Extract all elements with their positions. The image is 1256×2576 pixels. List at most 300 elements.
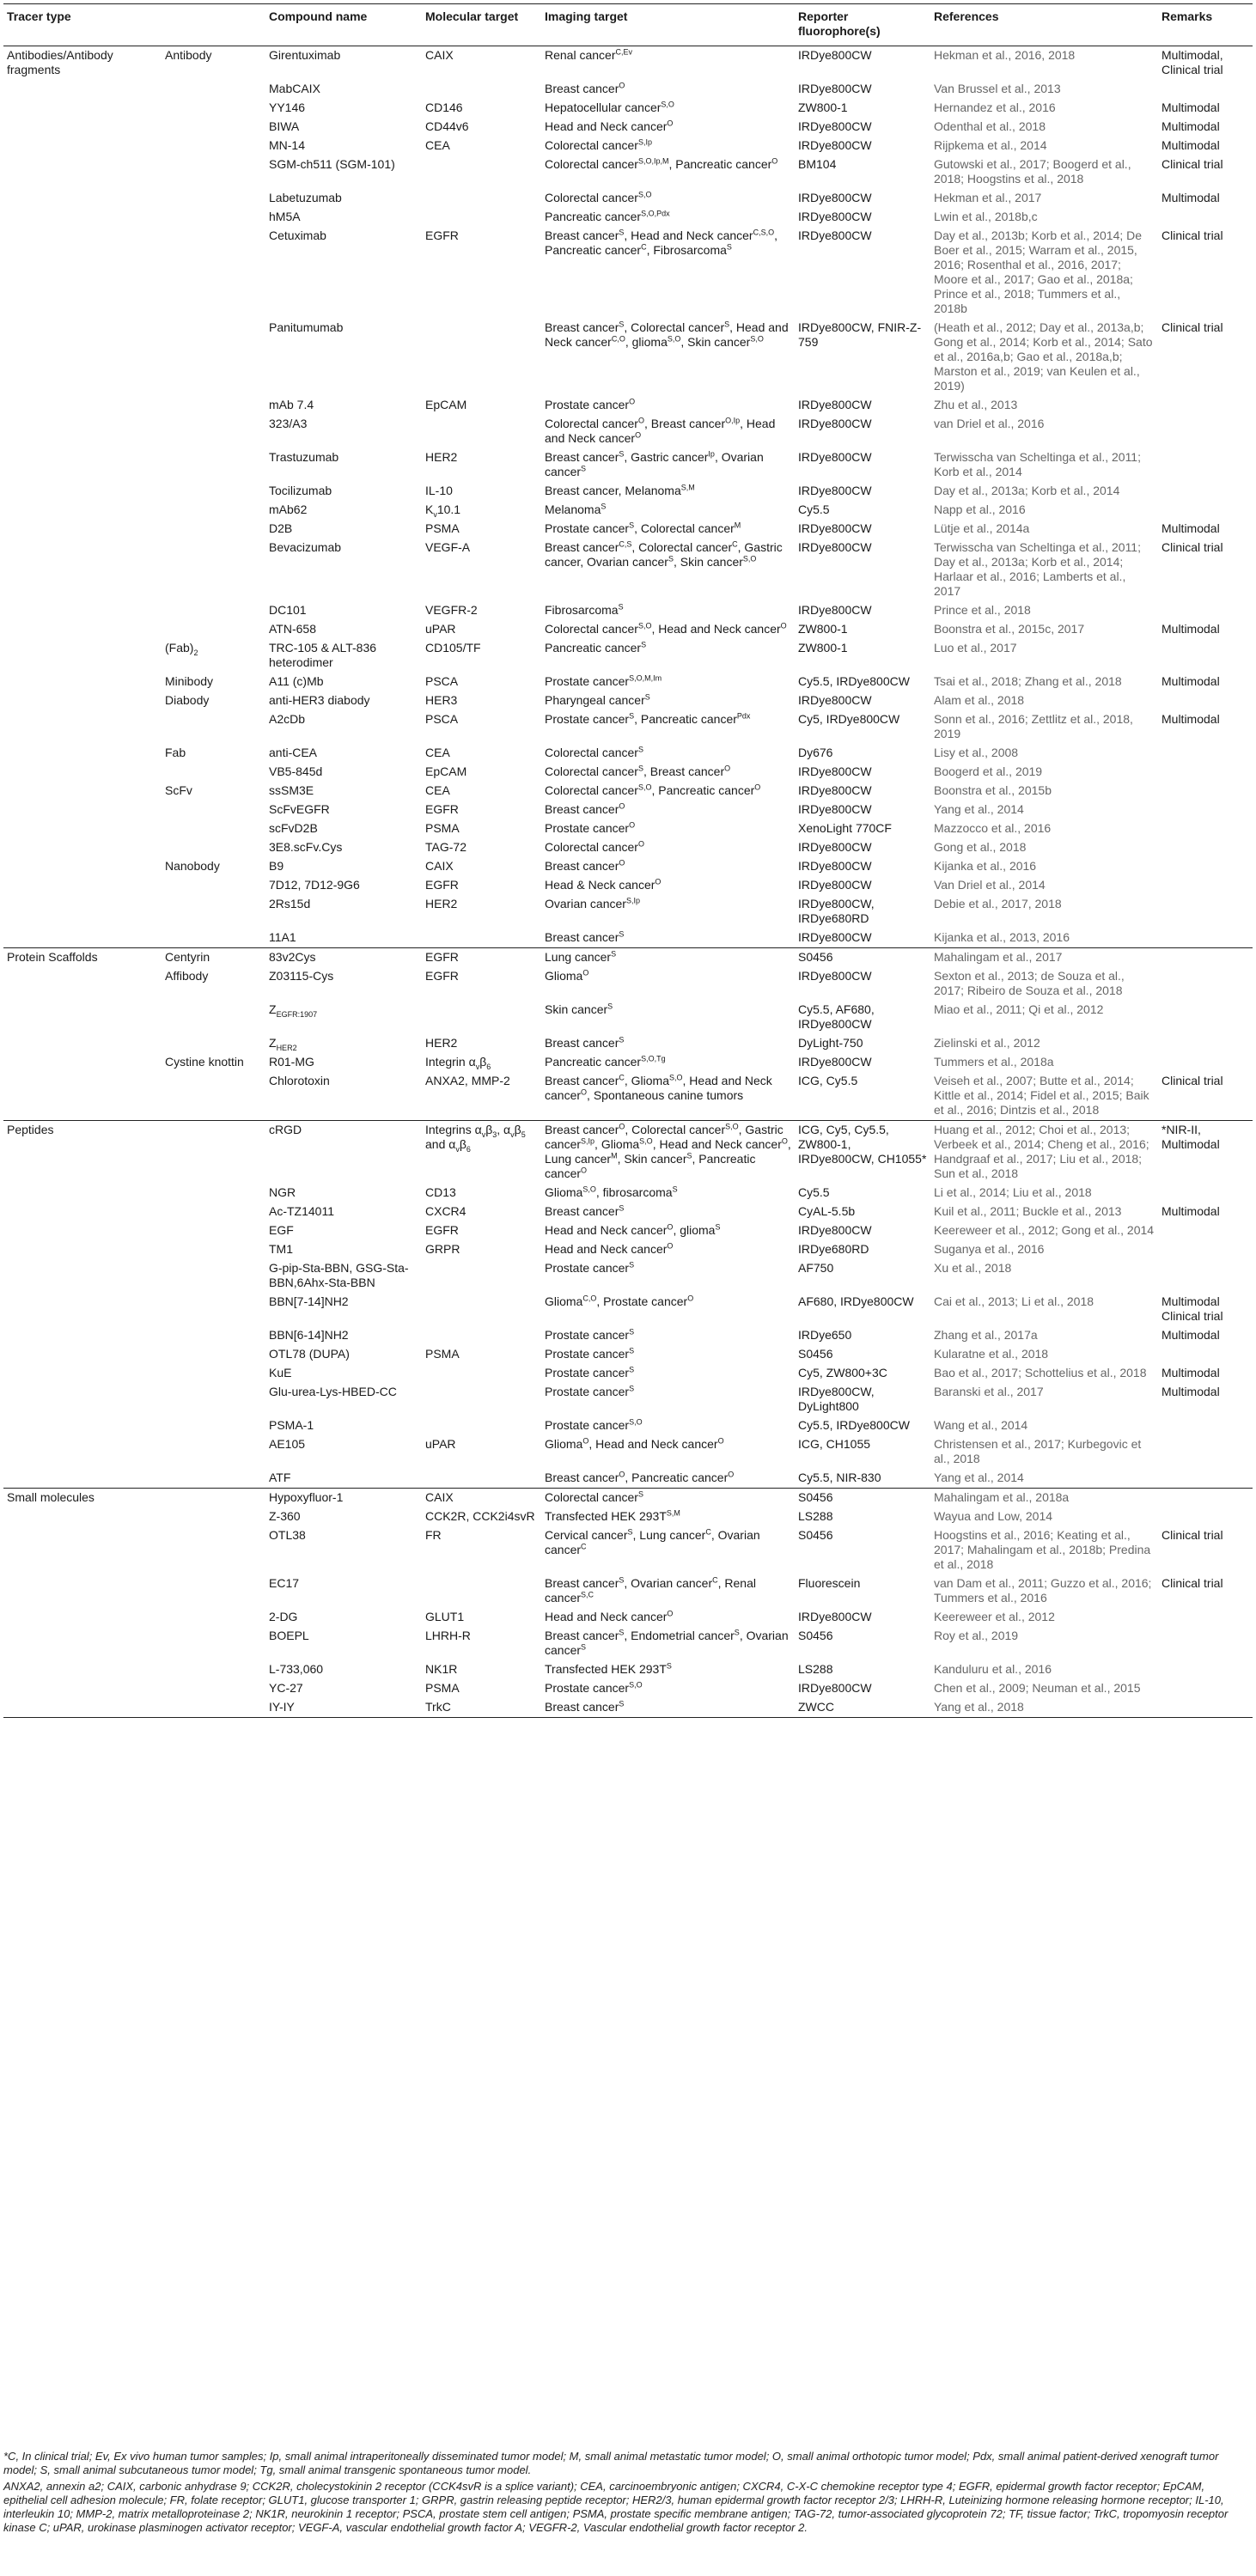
- cell-remarks: [1158, 501, 1253, 520]
- header-imaging-target: Imaging target: [541, 4, 795, 46]
- cell-references: Napp et al., 2016: [934, 502, 1026, 516]
- cell-subtype: [162, 601, 265, 620]
- cell-references: Boonstra et al., 2015b: [934, 783, 1052, 797]
- cell-tracer-type: [3, 1627, 162, 1660]
- cell-compound-name: 2-DG: [269, 1610, 298, 1623]
- cell-imaging-target: Breast cancer$^C$, Glioma$^{S,O}$, Head and Neck cancer$^O$, Spontaneous canine tumors: [545, 1073, 772, 1102]
- cell-reporter-fluorophore: IRDye800CW: [798, 1223, 872, 1237]
- cell-reporter-fluorophore: IRDye800CW: [798, 484, 872, 497]
- cell-reporter-fluorophore: Cy5.5, IRDye800CW: [798, 674, 910, 688]
- cell-imaging-target: Breast cancer$^S$, Colorectal cancer$^S$, Head and Neck cancer$^{C,O}$, glioma$^{S,O}$, Skin cancer$^{S,O}$: [545, 320, 789, 349]
- cell-imaging-target: Pharyngeal cancer$^S$: [545, 692, 650, 707]
- cell-compound-name: scFvD2B: [269, 821, 318, 835]
- cell-tracer-type: [3, 501, 162, 520]
- cell-imaging-target: Prostate cancer$^S$: [545, 1365, 635, 1379]
- cell-compound-name: L-733,060: [269, 1662, 324, 1676]
- cell-reporter-fluorophore: IRDye800CW, DyLight800: [798, 1385, 875, 1413]
- cell-references: Day et al., 2013b; Korb et al., 2014; De Boer et al., 2015; Warram et al., 2015, 2016; Rosenthal et al., 2016, 2017; Moore et al., 2017; Gao et al., 2018a; Prince et al., 2018; Tummers et al., 2018b: [934, 228, 1143, 315]
- cell-tracer-type: [3, 691, 162, 710]
- cell-imaging-target: Colorectal cancer$^S$: [545, 745, 643, 759]
- cell-molecular-target: CEA: [425, 783, 450, 797]
- cell-molecular-target: PSMA: [425, 821, 460, 835]
- cell-remarks: Multimodal: [1161, 712, 1220, 726]
- cell-references: Keereweer et al., 2012: [934, 1610, 1055, 1623]
- cell-molecular-target: FR: [425, 1528, 442, 1542]
- cell-molecular-target: CEA: [425, 746, 450, 759]
- cell-references: Tummers et al., 2018a: [934, 1055, 1054, 1069]
- cell-molecular-target: [422, 1001, 541, 1034]
- cell-references: Boogerd et al., 2019: [934, 764, 1043, 778]
- cell-molecular-target: EGFR: [425, 969, 459, 983]
- cell-molecular-target: EGFR: [425, 1223, 459, 1237]
- cell-tracer-type: Small molecules: [3, 1489, 162, 1508]
- cell-subtype: [162, 1698, 265, 1718]
- cell-remarks: [1158, 967, 1253, 1001]
- cell-imaging-target: Prostate cancer$^S$: [545, 1346, 635, 1361]
- cell-remarks: Multimodal: [1161, 1385, 1220, 1398]
- cell-subtype: [162, 1507, 265, 1526]
- header-references: References: [930, 4, 1158, 46]
- cell-tracer-type: [3, 319, 162, 396]
- cell-imaging-target: Prostate cancer$^S$: [545, 1327, 635, 1342]
- cell-molecular-target: EGFR: [425, 228, 459, 242]
- cell-subtype: [162, 801, 265, 819]
- cell-remarks: Clinical trial: [1161, 1528, 1223, 1542]
- table-body: [3, 46, 1253, 1718]
- cell-reporter-fluorophore: DyLight-750: [798, 1036, 863, 1050]
- cell-reporter-fluorophore: ICG, Cy5, Cy5.5, ZW800-1, IRDye800CW, CH1055*: [795, 1121, 930, 1184]
- cell-imaging-target: Transfected HEK $293T^{S,M}$: [545, 1508, 680, 1523]
- table-footnotes: [3, 2450, 1251, 2537]
- cell-remarks: *NIR-II, Multimodal: [1158, 1121, 1253, 1184]
- cell-references: Gong et al., 2018: [934, 840, 1027, 854]
- table-row: [3, 1526, 1253, 1574]
- cell-remarks: [1158, 744, 1253, 763]
- cell-imaging-target: Prostate cancer$^S$: [545, 1260, 635, 1275]
- cell-imaging-target: Prostate cancer$^O$: [545, 820, 636, 835]
- cell-references: Gutowski et al., 2017; Boogerd et al., 2018; Hoogstins et al., 2018: [934, 157, 1131, 186]
- cell-molecular-target: CXCR4: [425, 1204, 466, 1218]
- cell-references: Mahalingam et al., 2017: [930, 948, 1158, 968]
- table-row: [3, 155, 1253, 189]
- cell-compound-name: SGM-ch511 (SGM-101): [269, 157, 395, 171]
- cell-subtype: [162, 80, 265, 99]
- cell-tracer-type: [3, 1326, 162, 1345]
- cell-compound-name: 7D12, 7D12-9G6: [269, 878, 360, 892]
- cell-molecular-target: [422, 1574, 541, 1608]
- cell-imaging-target: Glioma$^O$, Head and Neck cancer$^O$: [545, 1436, 724, 1451]
- cell-references: Veiseh et al., 2007; Butte et al., 2014; Kittle et al., 2014; Fidel et al., 2015; Baik et al., 2016; Dintzis et al., 2018: [934, 1074, 1149, 1117]
- cell-compound-name: hM5A: [269, 210, 301, 223]
- cell-reporter-fluorophore: IRDye800CW: [798, 802, 872, 816]
- cell-remarks: Multimodal: [1161, 100, 1220, 114]
- table-row: [3, 838, 1253, 857]
- cell-references: Xu et al., 2018: [934, 1261, 1012, 1275]
- cell-molecular-target: TrkC: [422, 1698, 541, 1718]
- table-row: [3, 876, 1253, 895]
- cell-reporter-fluorophore: Cy5.5: [798, 502, 830, 516]
- table-row: [3, 1698, 1253, 1718]
- cell-reporter-fluorophore: IRDye800CW: [798, 859, 872, 873]
- header-molecular-target: Molecular target: [422, 4, 541, 46]
- cell-tracer-type: [3, 1053, 162, 1072]
- cell-remarks: [1158, 639, 1253, 673]
- cell-molecular-target: [422, 189, 541, 208]
- cell-subtype: [162, 1326, 265, 1345]
- cell-remarks: Multimodal: [1161, 119, 1220, 133]
- cell-subtype: [162, 1383, 265, 1416]
- table-row: [3, 1121, 1253, 1184]
- cell-references: van Driel et al., 2016: [934, 417, 1045, 430]
- cell-subtype: [162, 1203, 265, 1221]
- cell-imaging-target: Colorectal cancer$^S$, Breast cancer$^O$: [545, 764, 731, 778]
- cell-remarks: [1158, 1259, 1253, 1293]
- cell-compound-name: DC101: [269, 603, 307, 617]
- cell-compound-name: 11A1: [269, 930, 296, 944]
- cell-molecular-target: [422, 319, 541, 396]
- cell-imaging-target: Prostate cancer$^S$, Colorectal cancer$^M$: [545, 521, 741, 535]
- cell-tracer-type: [3, 227, 162, 319]
- cell-reporter-fluorophore: IRDye800CW: [798, 783, 872, 797]
- cell-remarks: [1158, 929, 1253, 948]
- table-row: [3, 967, 1253, 1001]
- cell-tracer-type: [3, 620, 162, 639]
- cell-subtype: [162, 1435, 265, 1469]
- cell-references: Baranski et al., 2017: [934, 1385, 1044, 1398]
- cell-tracer-type: [3, 396, 162, 415]
- cell-subtype: [162, 319, 265, 396]
- cell-compound-name: ATN-658: [269, 622, 316, 636]
- cell-remarks: Multimodal: [1161, 191, 1220, 204]
- cell-reporter-fluorophore: S0456: [798, 1629, 833, 1642]
- cell-remarks: Multimodal: [1161, 1328, 1220, 1342]
- cell-remarks: [1158, 601, 1253, 620]
- cell-tracer-type: [3, 118, 162, 137]
- cell-references: Zhu et al., 2013: [934, 398, 1018, 411]
- cell-imaging-target: Fibrosarcoma$^S$: [545, 602, 624, 617]
- cell-subtype: [162, 1072, 265, 1121]
- cell-reporter-fluorophore: XenoLight 770CF: [798, 821, 892, 835]
- cell-remarks: [1158, 1679, 1253, 1698]
- cell-remarks: [1158, 1001, 1253, 1034]
- cell-references: Zielinski et al., 2012: [934, 1036, 1040, 1050]
- cell-reporter-fluorophore: ICG, Cy5.5: [798, 1074, 858, 1087]
- cell-references: Chen et al., 2009; Neuman et al., 2015: [934, 1681, 1141, 1695]
- cell-subtype: [162, 520, 265, 539]
- cell-reporter-fluorophore: BM104: [798, 157, 837, 171]
- cell-references: Tsai et al., 2018; Zhang et al., 2018: [934, 674, 1122, 688]
- cell-compound-name: A2cDb: [269, 712, 306, 726]
- cell-remarks: [1158, 763, 1253, 782]
- cell-reporter-fluorophore: IRDye800CW, IRDye680RD: [798, 897, 875, 925]
- cell-molecular-target: [422, 415, 541, 448]
- cell-references: Odenthal et al., 2018: [934, 119, 1046, 133]
- cell-tracer-type: Peptides: [3, 1121, 162, 1184]
- cell-remarks: [1158, 1416, 1253, 1435]
- cell-reporter-fluorophore: IRDye800CW: [798, 417, 872, 430]
- cell-tracer-type: [3, 1416, 162, 1435]
- cell-molecular-target: uPAR: [425, 622, 456, 636]
- table-row: [3, 46, 1253, 81]
- tracer-table: [3, 3, 1253, 1718]
- cell-molecular-target: CD105/TF: [425, 641, 481, 655]
- cell-molecular-target: [422, 155, 541, 189]
- cell-remarks: [1158, 948, 1253, 968]
- table-row: [3, 1001, 1253, 1034]
- cell-reporter-fluorophore: LS288: [798, 1662, 833, 1676]
- cell-reporter-fluorophore: IRDye800CW: [798, 398, 872, 411]
- cell-compound-name: VB5-845d: [269, 764, 323, 778]
- cell-molecular-target: PSCA: [425, 712, 459, 726]
- cell-molecular-target: PSMA: [425, 521, 460, 535]
- cell-tracer-type: [3, 99, 162, 118]
- cell-imaging-target: Head and Neck cancer$^O$: [545, 119, 674, 133]
- table-row: [3, 782, 1253, 801]
- cell-imaging-target: Glioma$^{S,O}$, fibrosarcoma$^S$: [545, 1184, 678, 1199]
- cell-references: Christensen et al., 2017; Kurbegovic et al., 2018: [934, 1437, 1142, 1465]
- cell-subtype: [162, 539, 265, 601]
- cell-remarks: [1158, 1698, 1253, 1718]
- cell-molecular-target: [422, 1364, 541, 1383]
- cell-subtype: [162, 99, 265, 118]
- cell-imaging-target: Melanoma$^S$: [545, 502, 607, 516]
- cell-molecular-target: $K_v10.1$: [425, 502, 461, 519]
- cell-compound-name: G-pip-Sta-BBN, GSG-Sta-BBN,6Ahx-Sta-BBN: [269, 1261, 409, 1289]
- cell-remarks: [1158, 819, 1253, 838]
- cell-subtype: [162, 1001, 265, 1034]
- cell-imaging-target: Breast cancer$^S$, Ovarian cancer$^C$, Renal cancer$^{S,C}$: [545, 1575, 756, 1605]
- cell-reporter-fluorophore: ZWCC: [795, 1698, 930, 1718]
- cell-imaging-target: Cervical cancer$^S$, Lung cancer$^C$, Ovarian cancer$^C$: [545, 1527, 760, 1556]
- cell-references: Sexton et al., 2013; de Souza et al., 2017; Ribeiro de Souza et al., 2018: [934, 969, 1125, 997]
- cell-tracer-type: [3, 1660, 162, 1679]
- cell-imaging-target: Breast cancer$^O$, Pancreatic cancer$^O$: [545, 1470, 735, 1484]
- cell-tracer-type: [3, 744, 162, 763]
- cell-remarks: [1158, 1660, 1253, 1679]
- cell-subtype: [162, 189, 265, 208]
- cell-subtype: [162, 1679, 265, 1698]
- cell-compound-name: BOEPL: [269, 1629, 309, 1642]
- cell-references: Hernandez et al., 2016: [934, 100, 1056, 114]
- table-row: [3, 208, 1253, 227]
- table-row: [3, 639, 1253, 673]
- cell-compound-name: TRC-105 & ALT-836 heterodimer: [269, 641, 377, 669]
- cell-compound-name: mAb62: [269, 502, 308, 516]
- cell-subtype: [162, 1364, 265, 1383]
- cell-compound-name: Glu-urea-Lys-HBED-CC: [269, 1385, 397, 1398]
- table-row: [3, 1259, 1253, 1293]
- cell-reporter-fluorophore: IRDye800CW: [798, 119, 872, 133]
- cell-compound-name: EC17: [269, 1576, 300, 1590]
- cell-compound-name: B9: [269, 859, 284, 873]
- cell-subtype: [162, 1469, 265, 1489]
- cell-imaging-target: Pancreatic cancer$^{S,O,Tg}$: [545, 1054, 666, 1069]
- cell-molecular-target: HER2: [425, 450, 458, 464]
- cell-reporter-fluorophore: IRDye800CW, FNIR-Z-759: [798, 320, 922, 349]
- cell-tracer-type: [3, 801, 162, 819]
- cell-remarks: [1158, 1053, 1253, 1072]
- cell-subtype: [162, 1627, 265, 1660]
- cell-references: Mahalingam et al., 2018a: [930, 1489, 1158, 1508]
- cell-remarks: [1158, 1489, 1253, 1508]
- cell-remarks: [1158, 1507, 1253, 1526]
- cell-tracer-type: [3, 857, 162, 876]
- cell-imaging-target: Breast cancer$^S$: [541, 1698, 795, 1718]
- cell-compound-name: KuE: [269, 1366, 292, 1379]
- cell-tracer-type: [3, 1383, 162, 1416]
- cell-molecular-target: EpCAM: [425, 764, 467, 778]
- cell-reporter-fluorophore: Cy5.5: [798, 1185, 830, 1199]
- cell-reporter-fluorophore: IRDye800CW: [798, 210, 872, 223]
- cell-remarks: [1158, 1221, 1253, 1240]
- cell-subtype: [162, 1660, 265, 1679]
- cell-compound-name: Girentuximab: [265, 46, 422, 81]
- cell-reporter-fluorophore: AF750: [798, 1261, 834, 1275]
- cell-compound-name: EGF: [269, 1223, 294, 1237]
- table-row: [3, 1053, 1253, 1072]
- cell-subtype: [162, 1526, 265, 1574]
- cell-compound-name: Z03115-Cys: [269, 969, 334, 983]
- cell-imaging-target: Prostate cancer$^S$: [545, 1384, 635, 1398]
- cell-molecular-target: PSMA: [425, 1347, 460, 1361]
- cell-molecular-target: [422, 1259, 541, 1293]
- cell-remarks: [1158, 857, 1253, 876]
- cell-reporter-fluorophore: S0456: [795, 948, 930, 968]
- table-row: [3, 99, 1253, 118]
- cell-compound-name: $Z_{HER2}$: [269, 1036, 297, 1052]
- cell-references: Huang et al., 2012; Choi et al., 2013; Verbeek et al., 2014; Cheng et al., 2016; Handgraaf et al., 2017; Liu et al., 2018; Sun et al., 2018: [930, 1121, 1158, 1184]
- cell-tracer-type: [3, 1259, 162, 1293]
- cell-subtype: [162, 1489, 265, 1508]
- cell-molecular-target: [422, 208, 541, 227]
- cell-references: (Heath et al., 2012; Day et al., 2013a,b; Gong et al., 2014; Korb et al., 2014; Sato et al., 2016a,b; Gao et al., 2018a,b; Marston et al., 2019; van Keulen et al., 2019): [934, 320, 1153, 393]
- cell-reporter-fluorophore: IRDye800CW: [798, 450, 872, 464]
- cell-compound-name: cRGD: [265, 1121, 422, 1184]
- table-row: [3, 1364, 1253, 1383]
- cell-remarks: [1158, 1608, 1253, 1627]
- cell-references: Day et al., 2013a; Korb et al., 2014: [934, 484, 1120, 497]
- footnote-abbreviations-targets: ANXA2, annexin a2; CAIX, carbonic anhydrase 9; CCK2R, cholecystokinin 2 receptor (CCK4svR is a splice variant); CEA, carcinoembryonic antigen; CXCR4, C-X-C chemokine receptor type 4; EGFR, epidermal growth factor receptor; EpCAM, epithelial cell adhesion molecule; FR, folate receptor; GLUT1, glucose transporter 1; GRPR, gastrin releasing peptide receptor; HER2/3, human epidermal growth factor receptor 2/3; LHRH-R, Luteinizing hormone releasing hormone receptor; IL-10, interleukin 10; MMP-2, matrix metalloproteinase 2; NK1R, neurokinin 1 receptor; PSCA, prostate stem cell antigen; PSMA, prostate specific membrane antigen; TAG-72, tumor-associated glycoprotein 72; TF, tissue factor; TrkC, tropomyosin receptor kinase C; uPAR, urokinase plasminogen activator receptor; VEGF-A, vascular endothelial growth factor A; VEGFR-2, Vascular endothelial growth factor receptor 2.: [3, 2480, 1229, 2534]
- table-row: [3, 501, 1253, 520]
- cell-imaging-target: Breast cancer, Melanoma$^{S,M}$: [545, 483, 695, 497]
- table-row: [3, 620, 1253, 639]
- cell-subtype: $(Fab)_2$: [165, 641, 198, 657]
- cell-tracer-type: [3, 876, 162, 895]
- footnote-abbreviations-models: *C, In clinical trial; Ev, Ex vivo human tumor samples; Ip, small animal intraperitoneally disseminated tumor model; M, small animal metastatic tumor model; O, small animal orthotopic tumor model; Pdx, small animal patient-derived xenograft tumor model; S, small animal subcutaneous tumor model; Tg, small animal transgenic spontaneous tumor model.: [3, 2450, 1219, 2476]
- table-row: [3, 448, 1253, 482]
- table-row: [3, 819, 1253, 838]
- cell-tracer-type: [3, 782, 162, 801]
- cell-reporter-fluorophore: S0456: [795, 1489, 930, 1508]
- cell-molecular-target: [422, 1326, 541, 1345]
- cell-imaging-target: Breast cancer$^{C,S}$, Colorectal cancer$^C$, Gastric cancer, Ovarian cancer$^S$, Skin cancer$^{S,O}$: [545, 539, 783, 569]
- table-row: [3, 1383, 1253, 1416]
- cell-tracer-type: [3, 967, 162, 1001]
- cell-tracer-type: [3, 895, 162, 929]
- cell-subtype: [162, 137, 265, 155]
- cell-remarks: [1158, 1345, 1253, 1364]
- cell-subtype: [162, 1240, 265, 1259]
- cell-reporter-fluorophore: ZW800-1: [798, 622, 848, 636]
- cell-imaging-target: Prostate cancer$^S$, Pancreatic cancer$^{Pdx}$: [545, 711, 751, 726]
- cell-reporter-fluorophore: IRDye800CW: [798, 191, 872, 204]
- table-row: [3, 857, 1253, 876]
- cell-compound-name: Ac-TZ14011: [269, 1204, 334, 1218]
- cell-reporter-fluorophore: IRDye800CW: [798, 1681, 872, 1695]
- cell-references: Van Brussel et al., 2013: [934, 82, 1061, 95]
- cell-subtype: Minibody: [165, 674, 214, 688]
- cell-compound-name: BBN[7-14]NH2: [269, 1294, 349, 1308]
- cell-remarks: Multimodal: [1161, 1204, 1220, 1218]
- table-row: [3, 801, 1253, 819]
- cell-reporter-fluorophore: IRDye800CW: [798, 930, 872, 944]
- table-row: [3, 520, 1253, 539]
- cell-tracer-type: [3, 1526, 162, 1574]
- cell-references: Wang et al., 2014: [934, 1418, 1028, 1432]
- table-row: [3, 396, 1253, 415]
- cell-references: Hoogstins et al., 2016; Keating et al., 2017; Mahalingam et al., 2018b; Predina et al., 2018: [934, 1528, 1151, 1571]
- cell-molecular-target: TAG-72: [425, 840, 466, 854]
- table-row: [3, 1660, 1253, 1679]
- cell-compound-name: NGR: [269, 1185, 296, 1199]
- cell-imaging-target: Breast cancer$^O$, Colorectal cancer$^{S,O}$, Gastric cancer$^{S,Ip}$, Glioma$^{S,O}$, Head and Neck cancer$^O$, Lung cancer$^M$, Skin cancer$^S$, Pancreatic cancer$^O$: [541, 1121, 795, 1184]
- cell-compound-name: Tocilizumab: [269, 484, 332, 497]
- cell-tracer-type: [3, 1364, 162, 1383]
- cell-references: Wayua and Low, 2014: [934, 1509, 1053, 1523]
- cell-remarks: [1158, 1240, 1253, 1259]
- cell-imaging-target: Colorectal cancer$^{S,O}$, Head and Neck cancer$^O$: [545, 621, 787, 636]
- cell-tracer-type: [3, 1698, 162, 1718]
- cell-compound-name: 3E8.scFv.Cys: [269, 840, 343, 854]
- cell-remarks: Multimodal: [1161, 138, 1220, 152]
- cell-compound-name: MabCAIX: [269, 82, 320, 95]
- table-row: [3, 1469, 1253, 1489]
- cell-tracer-type: [3, 189, 162, 208]
- cell-reporter-fluorophore: IRDye800CW: [798, 228, 872, 242]
- cell-molecular-target: [422, 1469, 541, 1489]
- cell-molecular-target: GLUT1: [425, 1610, 465, 1623]
- cell-reporter-fluorophore: Cy5.5, AF680, IRDye800CW: [798, 1002, 875, 1031]
- table-row: [3, 1627, 1253, 1660]
- cell-compound-name: 2Rs15d: [269, 897, 311, 910]
- cell-molecular-target: HER3: [425, 693, 458, 707]
- cell-imaging-target: Head & Neck cancer$^O$: [545, 877, 662, 892]
- cell-compound-name: YC-27: [269, 1681, 303, 1695]
- cell-imaging-target: Breast cancer$^O$: [545, 858, 625, 873]
- cell-remarks: Multimodal: [1161, 1366, 1220, 1379]
- cell-tracer-type: [3, 838, 162, 857]
- cell-references: Cai et al., 2013; Li et al., 2018: [934, 1294, 1094, 1308]
- cell-references: Prince et al., 2018: [934, 603, 1031, 617]
- cell-reporter-fluorophore: IRDye800CW: [798, 764, 872, 778]
- cell-imaging-target: Glioma$^{C,O}$, Prostate cancer$^O$: [545, 1294, 694, 1308]
- cell-remarks: [1158, 782, 1253, 801]
- cell-molecular-target: [422, 80, 541, 99]
- table-row: [3, 673, 1253, 691]
- cell-imaging-target: Breast cancer$^O$: [545, 801, 625, 816]
- cell-references: Kijanka et al., 2016: [934, 859, 1037, 873]
- cell-compound-name: $Z_{EGFR:1907}$: [269, 1002, 318, 1019]
- cell-molecular-target: [422, 1416, 541, 1435]
- cell-references: Terwisscha van Scheltinga et al., 2011; Korb et al., 2014: [934, 450, 1141, 478]
- cell-remarks: Clinical trial: [1161, 540, 1223, 554]
- cell-subtype: Centyrin: [162, 948, 265, 968]
- table-row: [3, 415, 1253, 448]
- cell-molecular-target: CD13: [425, 1185, 456, 1199]
- cell-reporter-fluorophore: IRDye800CW: [798, 878, 872, 892]
- cell-references: Miao et al., 2011; Qi et al., 2012: [934, 1002, 1104, 1016]
- cell-compound-name: ScFvEGFR: [269, 802, 330, 816]
